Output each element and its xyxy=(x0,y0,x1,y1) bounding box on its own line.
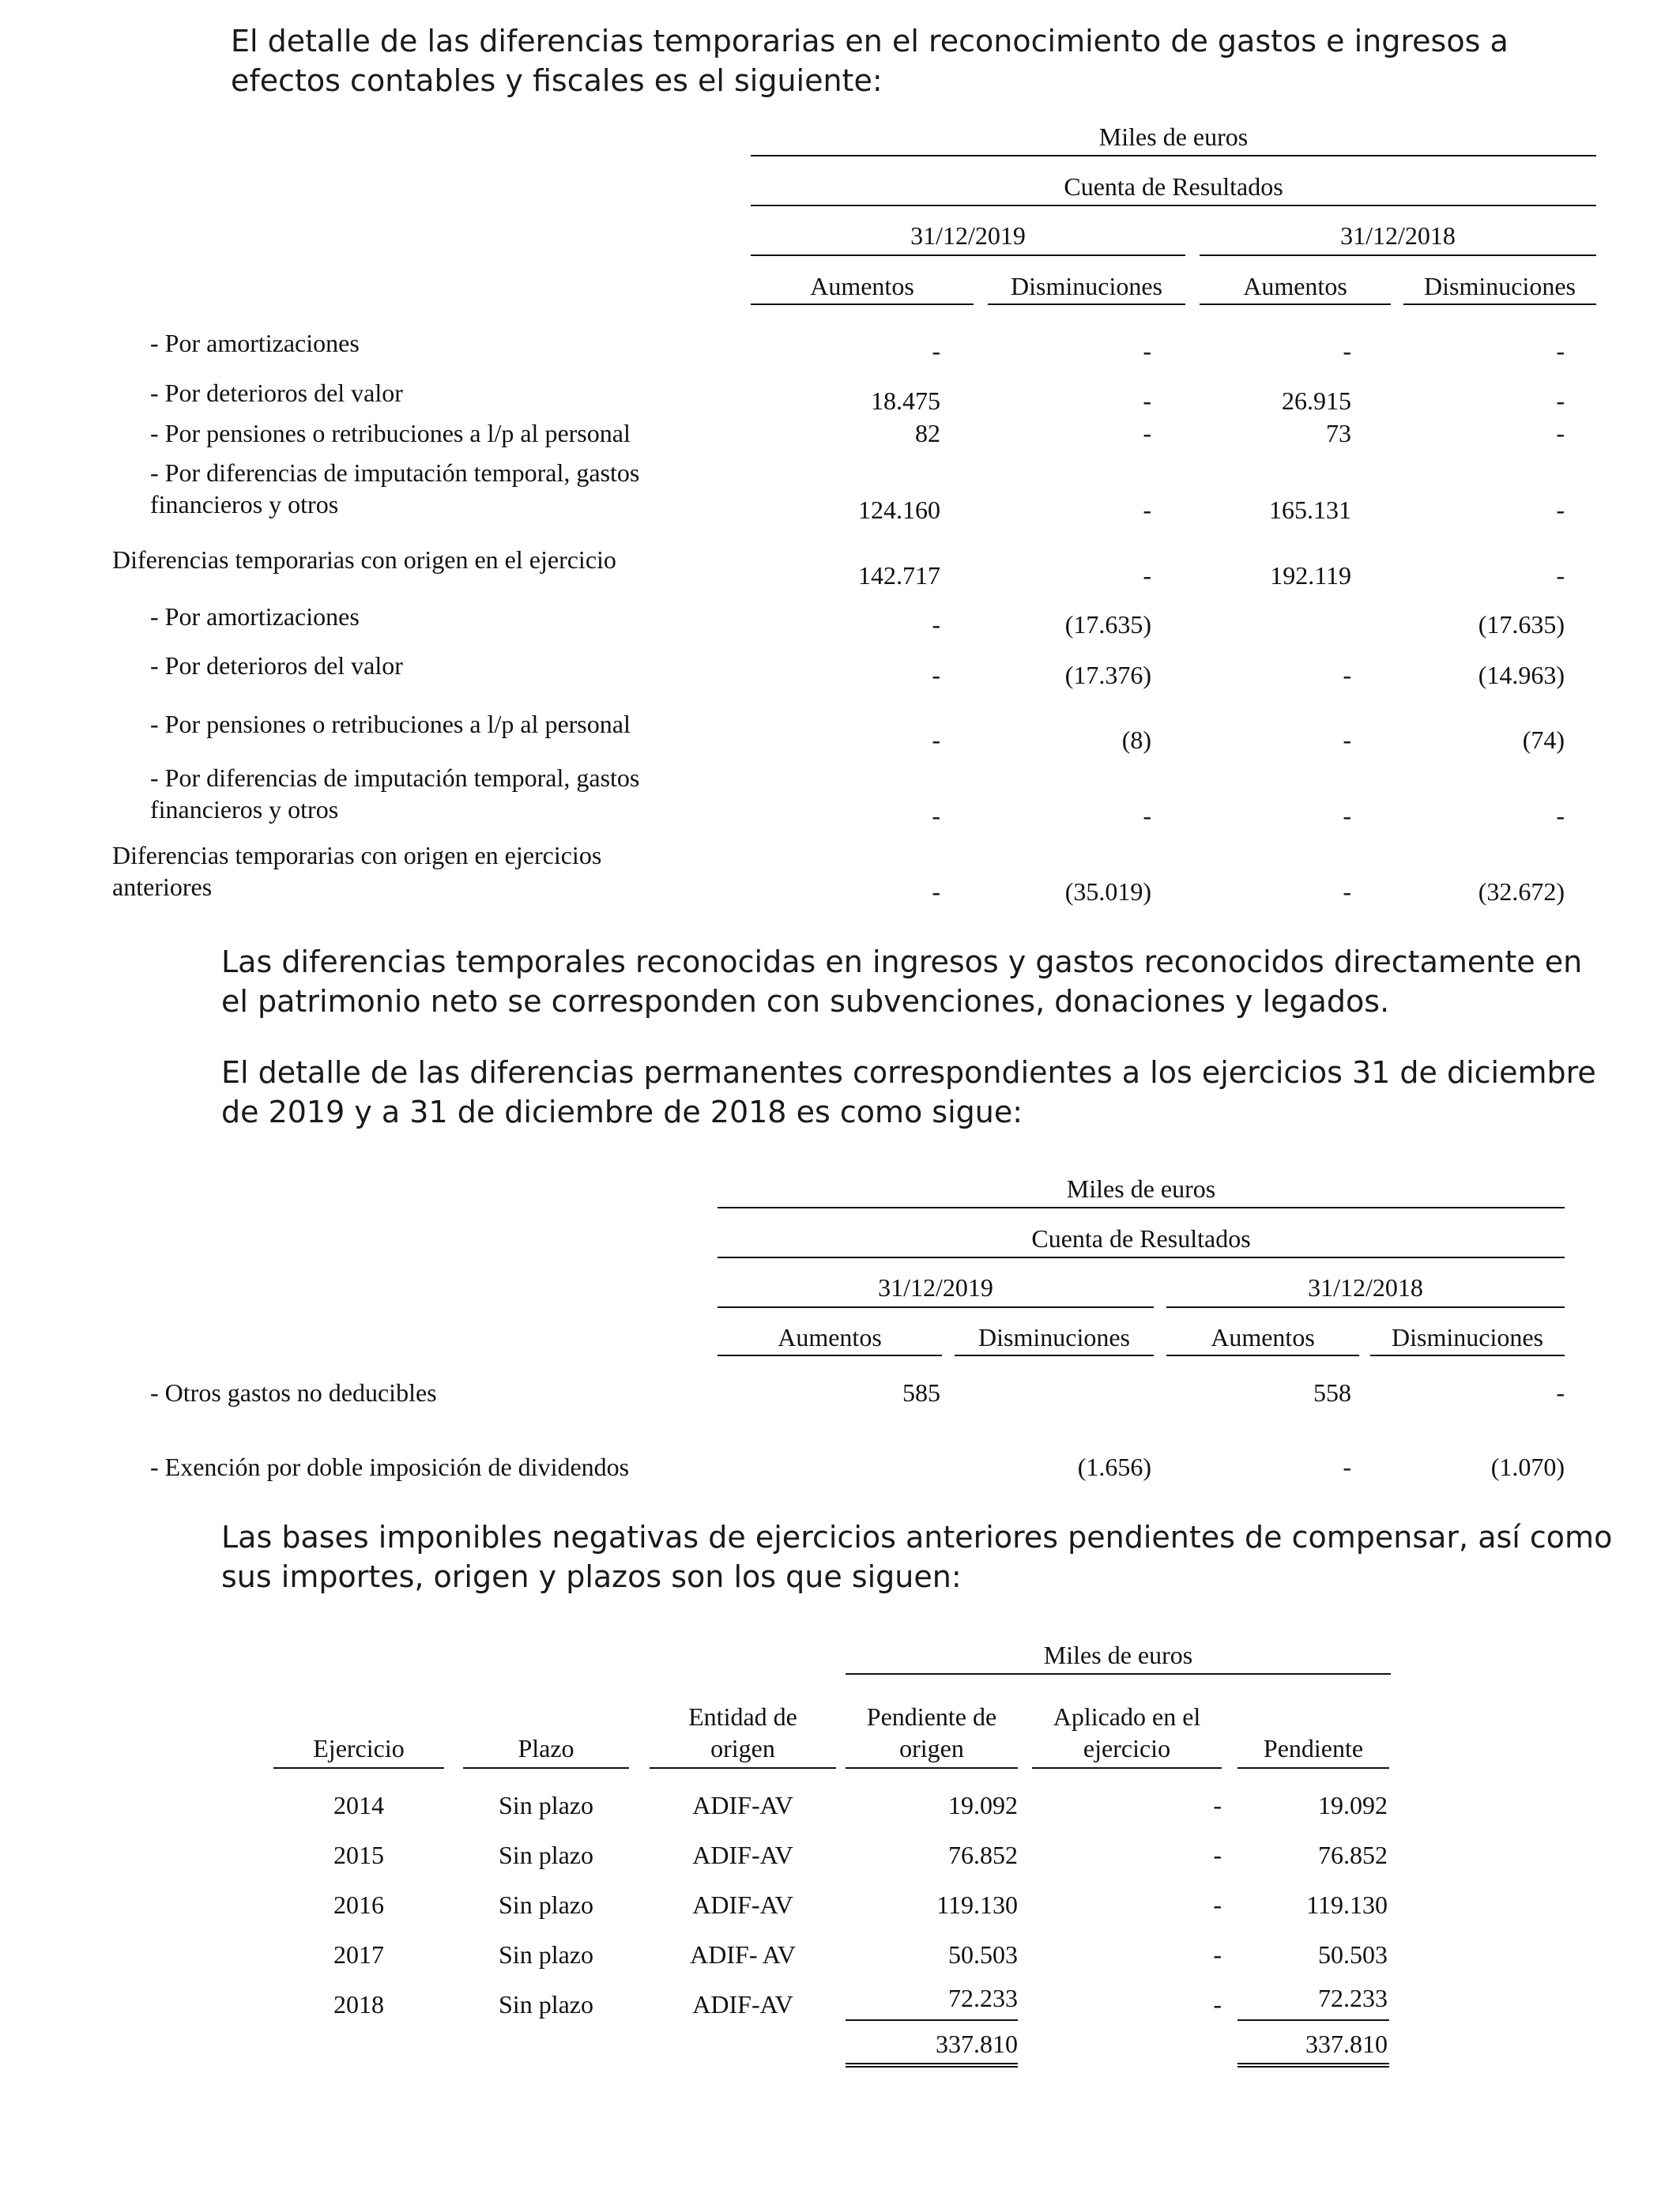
paragraph-patrimonio-neto xyxy=(221,942,1628,1021)
column-header: Aumentos xyxy=(1243,272,1347,300)
column-header-pendiente: Pendiente xyxy=(1263,1734,1364,1762)
cell-aplicado: - xyxy=(1213,1990,1222,2019)
period-header-2019: 31/12/2019 xyxy=(878,1273,993,1302)
cell-disminuciones-2018: (32.672) xyxy=(1478,877,1565,906)
period-rule xyxy=(1200,254,1596,256)
cell-disminuciones-2018: - xyxy=(1556,801,1565,830)
cell-disminuciones-2018: - xyxy=(1556,386,1565,415)
cell-aumentos-2018: - xyxy=(1343,801,1351,830)
cell-pendiente-origen: 72.233 xyxy=(948,1984,1018,2012)
column-header: Disminuciones xyxy=(1392,1323,1543,1351)
cell-aumentos-2019: - xyxy=(932,337,940,365)
account-header: Cuenta de Resultados xyxy=(1031,1224,1251,1253)
cell-aumentos-2018: 73 xyxy=(1326,419,1351,447)
cell-entidad: ADIF-AV xyxy=(692,1891,793,1919)
column-rule xyxy=(1403,303,1596,305)
units-header: Miles de euros xyxy=(1043,1641,1193,1669)
cell-aumentos-2019: - xyxy=(932,877,940,906)
cell-pendiente: 72.233 xyxy=(1318,1984,1388,2012)
cell-disminuciones-2019: (35.019) xyxy=(1064,877,1151,906)
row-label: financieros y otros xyxy=(150,490,339,518)
cell-pendiente: 50.503 xyxy=(1318,1940,1388,1969)
cell-aumentos-2018: - xyxy=(1343,1453,1351,1481)
cell-pendiente: 76.852 xyxy=(1318,1841,1388,1869)
paragraph-line: de 2019 y a 31 de diciembre de 2018 es como sigue: xyxy=(221,1095,1023,1129)
cell-plazo: Sin plazo xyxy=(499,1791,593,1819)
cell-aplicado: - xyxy=(1213,1891,1222,1919)
column-header: Disminuciones xyxy=(978,1323,1130,1351)
cell-pendiente-origen: 50.503 xyxy=(948,1940,1018,1969)
units-header: Miles de euros xyxy=(1098,123,1249,151)
column-rule xyxy=(1237,1767,1389,1769)
row-label: - Otros gastos no deducibles xyxy=(150,1378,437,1407)
column-header-ejercicio: Ejercicio xyxy=(313,1734,405,1762)
column-rule xyxy=(1166,1355,1359,1356)
row-label: - Por deterioros del valor xyxy=(150,651,403,680)
column-header: Aumentos xyxy=(778,1323,882,1351)
cell-ejercicio: 2015 xyxy=(333,1841,384,1869)
column-header-entidad: Entidad de xyxy=(688,1702,797,1731)
column-rule xyxy=(1032,1767,1222,1769)
paragraph-permanentes xyxy=(221,1053,1628,1132)
cell-aplicado: - xyxy=(1213,1791,1222,1819)
cell-disminuciones-2019: - xyxy=(1143,496,1151,524)
cell-plazo: Sin plazo xyxy=(499,1990,593,2019)
period-rule xyxy=(718,1306,1154,1308)
cell-disminuciones-2019: - xyxy=(1143,801,1151,830)
cell-pendiente-origen: 119.130 xyxy=(936,1891,1018,1919)
row-label: - Por diferencias de imputación temporal, gastos xyxy=(150,763,640,792)
row-label-subtotal: Diferencias temporarias con origen en el ejercicio xyxy=(112,545,616,574)
cell-entidad: ADIF-AV xyxy=(692,1841,793,1869)
period-header-2018: 31/12/2018 xyxy=(1340,221,1456,250)
cell-aumentos-2018: 26.915 xyxy=(1282,386,1351,415)
cell-disminuciones-2018: (17.635) xyxy=(1478,610,1565,639)
cell-aplicado: - xyxy=(1213,1841,1222,1869)
period-header-2018: 31/12/2018 xyxy=(1308,1273,1423,1302)
cell-disminuciones-2019: - xyxy=(1143,386,1151,415)
column-header-plazo: Plazo xyxy=(518,1734,574,1762)
cell-aumentos-2019: - xyxy=(932,801,940,830)
cell-disminuciones-2018: - xyxy=(1556,337,1565,365)
cell-disminuciones-2018: - xyxy=(1556,1378,1565,1407)
row-label: - Por amortizaciones xyxy=(150,602,360,631)
cell-disminuciones-2018: - xyxy=(1556,561,1565,590)
cell-plazo: Sin plazo xyxy=(499,1940,593,1969)
row-label: - Por diferencias de imputación temporal, gastos xyxy=(150,458,640,487)
cell-plazo: Sin plazo xyxy=(499,1841,593,1869)
column-rule xyxy=(1370,1355,1565,1356)
cell-disminuciones-2019: - xyxy=(1143,561,1151,590)
cell-aumentos-2019: 142.717 xyxy=(858,561,940,590)
cell-ejercicio: 2018 xyxy=(333,1990,384,2019)
cell-pendiente: 19.092 xyxy=(1318,1791,1388,1819)
cell-aumentos-2019: 82 xyxy=(915,419,940,447)
period-header-2019: 31/12/2019 xyxy=(910,221,1026,250)
cell-aumentos-2019: 18.475 xyxy=(871,386,940,415)
cell-aumentos-2019: 124.160 xyxy=(858,496,940,524)
cell-aumentos-2018: - xyxy=(1343,726,1351,754)
units-header: Miles de euros xyxy=(1066,1174,1216,1203)
cell-aumentos-2018: - xyxy=(1343,877,1351,906)
cell-entidad: ADIF-AV xyxy=(692,1791,793,1819)
cell-ejercicio: 2017 xyxy=(333,1940,384,1969)
cell-disminuciones-2019: - xyxy=(1143,419,1151,447)
header-rule xyxy=(718,1207,1565,1208)
cell-pendiente-origen: 76.852 xyxy=(948,1841,1018,1869)
row-label: - Por pensiones o retribuciones a l/p al personal xyxy=(150,710,631,738)
total-double-rule xyxy=(846,2063,1018,2068)
column-header: Aumentos xyxy=(1211,1323,1315,1351)
row-label-subtotal: Diferencias temporarias con origen en ejercicios xyxy=(112,841,602,869)
row-label: - Por amortizaciones xyxy=(150,329,360,357)
subtotal-rule xyxy=(846,2019,1018,2021)
column-rule xyxy=(751,303,974,305)
cell-disminuciones-2018: - xyxy=(1556,496,1565,524)
paragraph-line: sus importes, origen y plazos son los que siguen: xyxy=(221,1559,962,1594)
total-pendiente-origen: 337.810 xyxy=(936,2030,1018,2058)
column-rule xyxy=(1200,303,1391,305)
column-rule xyxy=(463,1767,629,1769)
cell-aumentos-2018: - xyxy=(1343,661,1351,689)
cell-disminuciones-2019: (1.656) xyxy=(1077,1453,1151,1481)
row-label: - Por deterioros del valor xyxy=(150,379,403,407)
column-rule xyxy=(955,1355,1154,1356)
paragraph-bases-imponibles xyxy=(221,1517,1628,1596)
column-header-aplicado: ejercicio xyxy=(1083,1734,1171,1762)
header-rule xyxy=(751,205,1596,206)
paragraph-line: Las bases imponibles negativas de ejercicios anteriores pendientes de compensar, así como xyxy=(221,1520,1613,1555)
cell-disminuciones-2019: (8) xyxy=(1121,726,1151,754)
cell-ejercicio: 2014 xyxy=(333,1791,384,1819)
subtotal-rule xyxy=(1237,2019,1389,2021)
total-double-rule xyxy=(1237,2063,1389,2068)
cell-aplicado: - xyxy=(1213,1940,1222,1969)
cell-aumentos-2019: - xyxy=(932,726,940,754)
account-header: Cuenta de Resultados xyxy=(1064,172,1283,201)
column-rule xyxy=(988,303,1185,305)
header-rule xyxy=(751,155,1596,156)
cell-aumentos-2018: - xyxy=(1343,337,1351,365)
header-rule xyxy=(718,1257,1565,1258)
column-header-pendiente-origen: Pendiente de xyxy=(866,1702,997,1731)
column-rule xyxy=(718,1355,942,1356)
intro-paragraph-temporarias xyxy=(231,21,1622,100)
cell-aumentos-2019: 585 xyxy=(902,1378,940,1407)
cell-disminuciones-2019: (17.376) xyxy=(1064,661,1151,689)
cell-plazo: Sin plazo xyxy=(499,1891,593,1919)
paragraph-line: El detalle de las diferencias temporarias en el reconocimiento de gastos e ingresos a xyxy=(231,24,1509,58)
cell-disminuciones-2018: (74) xyxy=(1522,726,1565,754)
cell-disminuciones-2018: - xyxy=(1556,419,1565,447)
cell-aumentos-2018: 558 xyxy=(1313,1378,1351,1407)
cell-entidad: ADIF-AV xyxy=(692,1990,793,2019)
row-label: - Exención por doble imposición de dividendos xyxy=(150,1453,630,1481)
row-label-subtotal: anteriores xyxy=(112,873,213,901)
column-rule xyxy=(273,1767,444,1769)
column-header: Aumentos xyxy=(810,272,914,300)
period-rule xyxy=(1166,1306,1565,1308)
cell-aumentos-2019: - xyxy=(932,661,940,689)
row-label: - Por pensiones o retribuciones a l/p al personal xyxy=(150,419,631,447)
cell-aumentos-2019: - xyxy=(932,610,940,639)
header-rule xyxy=(846,1673,1391,1675)
column-header-entidad: origen xyxy=(710,1734,775,1762)
cell-entidad: ADIF- AV xyxy=(690,1940,796,1969)
column-header: Disminuciones xyxy=(1424,272,1576,300)
paragraph-line: efectos contables y fiscales es el siguiente: xyxy=(231,63,883,98)
column-header: Disminuciones xyxy=(1011,272,1162,300)
column-header-aplicado: Aplicado en el xyxy=(1053,1702,1201,1731)
paragraph-line: el patrimonio neto se corresponden con subvenciones, donaciones y legados. xyxy=(221,984,1390,1019)
cell-disminuciones-2019: (17.635) xyxy=(1064,610,1151,639)
paragraph-line: El detalle de las diferencias permanentes correspondientes a los ejercicios 31 de diciembre xyxy=(221,1055,1596,1090)
total-pendiente: 337.810 xyxy=(1305,2030,1388,2058)
cell-pendiente-origen: 19.092 xyxy=(948,1791,1018,1819)
cell-aumentos-2018: 192.119 xyxy=(1270,561,1351,590)
cell-disminuciones-2018: (1.070) xyxy=(1490,1453,1565,1481)
column-header-pendiente-origen: origen xyxy=(899,1734,964,1762)
column-rule xyxy=(650,1767,836,1769)
cell-aumentos-2018: 165.131 xyxy=(1269,496,1351,524)
cell-disminuciones-2019: - xyxy=(1143,337,1151,365)
cell-disminuciones-2018: (14.963) xyxy=(1478,661,1565,689)
paragraph-line: Las diferencias temporales reconocidas en ingresos y gastos reconocidos directamente en xyxy=(221,944,1583,979)
column-rule xyxy=(846,1767,1018,1769)
period-rule xyxy=(751,254,1185,256)
cell-pendiente: 119.130 xyxy=(1306,1891,1388,1919)
row-label: financieros y otros xyxy=(150,795,339,824)
cell-ejercicio: 2016 xyxy=(333,1891,384,1919)
